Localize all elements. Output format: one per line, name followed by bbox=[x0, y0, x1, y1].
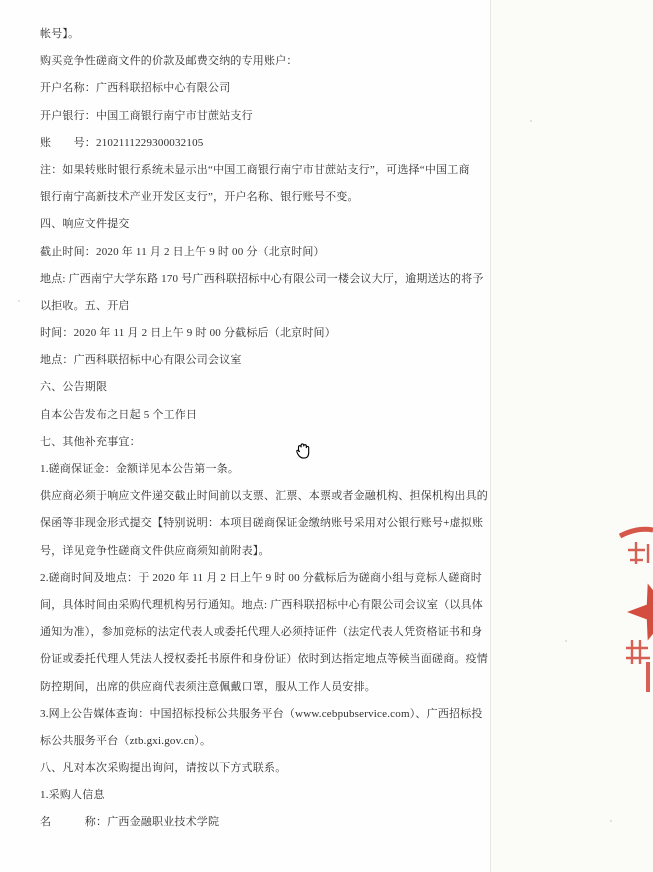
document-line: 四、响应文件提交 bbox=[40, 218, 130, 231]
document-line: 账 号：2102111229300032105 bbox=[40, 136, 204, 149]
document-line: 开户名称：广西科联招标中心有限公司 bbox=[40, 82, 231, 95]
scanner-background bbox=[491, 0, 653, 872]
scan-speck bbox=[18, 300, 20, 302]
document-line: 以拒收。五、开启 bbox=[40, 299, 130, 312]
document-line: 供应商必须于响应文件递交截止时间前以支票、汇票、本票或者金融机构、担保机构出具的 bbox=[40, 490, 488, 503]
document-line: 保函等非现金形式提交【特别说明：本项目磋商保证金缴纳账号采用对公银行账号+虚拟账 bbox=[40, 517, 484, 530]
document-line: 时间：2020 年 11 月 2 日上午 9 时 00 分截标后（北京时间） bbox=[40, 327, 336, 340]
document-line: 截止时间：2020 年 11 月 2 日上午 9 时 00 分（北京时间） bbox=[40, 245, 325, 258]
document-line: 3.网上公告媒体查询：中国招标投标公共服务平台（www.cebpubservice.com）、广西招标投 bbox=[40, 707, 483, 720]
document-line: 购买竞争性磋商文件的价款及邮费交纳的专用账户： bbox=[40, 55, 298, 68]
red-seal-icon bbox=[607, 520, 653, 695]
document-line: 号，详见竞争性磋商文件供应商须知前附表】。 bbox=[40, 544, 270, 557]
document-line: 八、凡对本次采购提出询问，请按以下方式联系。 bbox=[40, 762, 287, 775]
document-line: 份证或委托代理人凭法人授权委托书原件和身份证）依时到达指定地点等候当面磋商。疫情 bbox=[40, 653, 488, 666]
document-line: 间，具体时间由采购代理机构另行通知。地点: 广西科联招标中心有限公司会议室（以具体 bbox=[40, 598, 484, 611]
scan-speck bbox=[565, 640, 567, 642]
document-line: 2.磋商时间及地点：于 2020 年 11 月 2 日上午 9 时 00 分截标后为磋商小组与竞标人磋商时 bbox=[40, 571, 482, 584]
document-line: 六、公告期限 bbox=[40, 381, 108, 394]
document-line: 自本公告发布之日起 5 个工作日 bbox=[40, 408, 198, 421]
document-line: 标公共服务平台（ztb.gxi.gov.cn）。 bbox=[40, 734, 212, 747]
scan-speck bbox=[610, 820, 612, 822]
document-line: 银行南宁高新技术产业开发区支行”，开户名称、银行账号不变。 bbox=[40, 191, 359, 204]
document-line: 地点：广西科联招标中心有限公司会议室 bbox=[40, 354, 242, 367]
document-line: 1.磋商保证金：金额详见本公告第一条。 bbox=[40, 463, 240, 475]
document-line: 名 称：广西金融职业技术学院 bbox=[40, 816, 220, 829]
document-line: 帐号】。 bbox=[40, 28, 80, 40]
document-line: 防控期间，出席的供应商代表须注意佩戴口罩，服从工作人员安排。 bbox=[40, 680, 376, 693]
document-line: 地点: 广西南宁大学东路 170 号广西科联招标中心有限公司一楼会议大厅，逾期送达的将予 bbox=[40, 272, 484, 285]
document-line: 通知为准），参加竞标的法定代表人或委托代理人必须持证件（法定代表人凭资格证书和身 bbox=[40, 626, 483, 639]
document-line: 注：如果转账时银行系统未显示出“中国工商银行南宁市甘蔗站支行”，可选择“中国工商 bbox=[40, 163, 470, 176]
document-line: 七、其他补充事宜： bbox=[40, 435, 141, 448]
scan-speck bbox=[530, 120, 532, 122]
document-text bbox=[40, 21, 488, 837]
document-line: 1.采购人信息 bbox=[40, 789, 105, 802]
page-edge bbox=[490, 0, 491, 872]
hand-grab-cursor-icon bbox=[292, 439, 314, 463]
document-line: 开户银行：中国工商银行南宁市甘蔗站支行 bbox=[40, 109, 253, 122]
